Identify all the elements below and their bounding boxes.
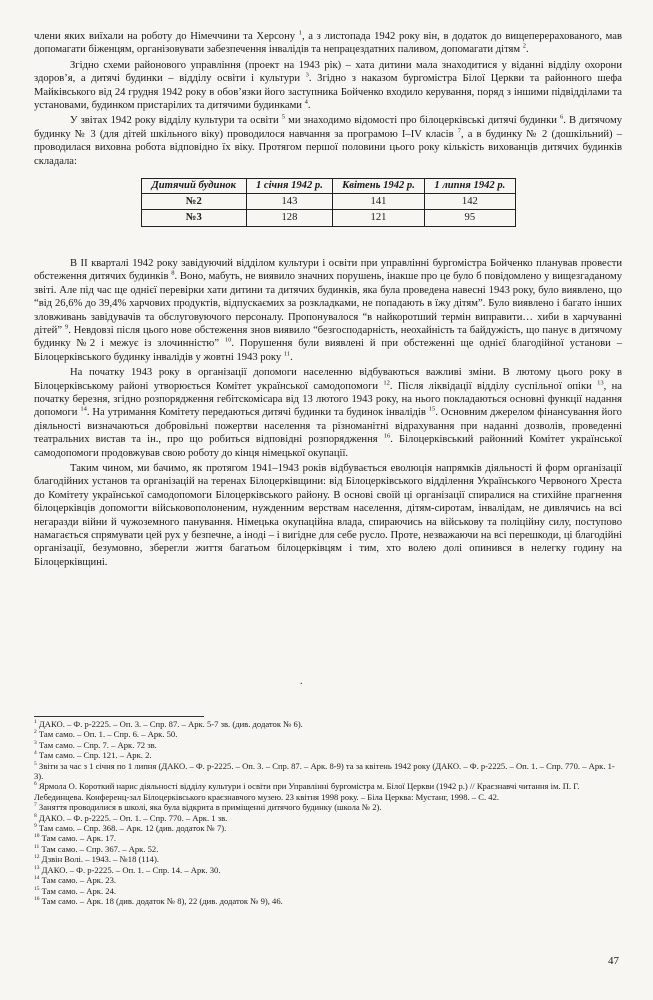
text-run: . Воно, мабуть, не виявило значних порушень, інакше про це було б повідомлено у вищезгаданому звіті. Але під час ще однієї перевірки хати дитини та дитячих будинків, яка була проведена навесні 1943 року, було виявлено, що “від 26,6% до 39,4% харчових продуктів, відпускаємих за розкладками, не попадають в їжу дітям”. Було виявлено і багато інших зловживань завідувачів та обслуговуючого персоналу. Пропонувалося “в найкоротший термін виправити… хиби в харчуванні дітей” [34,271,622,336]
footnote [34,896,624,906]
table-cell: 95 [425,210,515,226]
footnote-number: 15 [34,885,40,892]
footnote-text: Там само. – Арк. 17. [39,833,117,844]
footnote-number: 12 [34,854,40,861]
footnote-number: 4 [34,750,37,757]
text-run: , на початку березня, згідно розпорядження гебітскомісара від 13 лютого 1943 року, на нього покладаються основні функції надання допомоги [34,380,622,419]
footnote [34,875,624,885]
separator-dot: . [300,676,303,687]
footnote-text: ДАКО. – Ф. р-2225. – Оп. 1. – Спр. 770. – Арк. 1 зв. [36,812,228,823]
footnote [34,781,624,802]
footnote-ref: 15 [428,405,436,413]
table-row [141,210,515,226]
paragraph [34,114,622,168]
footnote-ref: 1 [298,29,302,37]
footnote-ref: 12 [383,379,390,386]
table-cell: 141 [332,194,424,210]
text-run: . [526,44,529,56]
table-cell: 142 [425,194,515,210]
text-run: . [290,351,293,363]
footnote-ref: 16 [383,432,391,440]
table-header-cell: 1 січня 1942 р. [247,179,333,194]
footnote-number: 10 [34,833,40,840]
footnote-number: 3 [34,739,37,746]
table-header-row [141,179,515,194]
footnote [34,865,624,875]
footnote [34,719,624,729]
text-run: . Білоцерківський районний Комітет української самодопомоги продовжував свою роботу до кінця німецької окупації. [34,434,623,459]
footnote-number: 1 [34,719,37,726]
paragraph [34,30,622,57]
text-run: , а в будинку № 2 (дошкільний) – проводилася виховна робота відповідно їх віку. Протягом першої половини цього року кількість вихованців дитячих будинків складала: [34,128,622,167]
footnote-number: 14 [34,875,40,882]
footnote-number: 6 [34,781,37,788]
table-row-label: №3 [141,210,247,226]
footnote-ref: 14 [80,405,87,413]
footnote-rule [34,716,204,717]
text-run: . Після ліквідації відділу суспільної опіки [389,380,598,392]
footnote-ref: 4 [304,98,308,106]
text-run: . Невдовзі після цього нове обстеження знов виявило “безгосподарність, неохайність та байдужість, що панує в дитячому будинку №2 і межує із злочинністю” [34,324,622,350]
footnote [34,854,624,864]
footnote [34,740,624,750]
text-run: . Згідно з наказом бургомістра Білої Церкви та районного шефа Майківського від 24 грудня 1942 року в обов’язки його заступника Бойченко входило керування, поряд з іншими підвідділами та установами, будинком пристарілих та дитячими будинками [34,73,622,112]
footnote [34,729,624,739]
footnote-text: Там само. – Арк. 18 (див. додаток № 8), 22 (див. додаток № 9), 46. [39,895,283,906]
footnote-ref: 3 [305,71,309,79]
footnote [34,833,624,843]
paragraph [34,462,622,569]
text-run: ми знаходимо відомості про білоцерківські дитячі будинки [285,115,560,127]
footnote-number: 2 [34,729,37,736]
footnote-number: 5 [34,760,37,767]
orphanage-count-table [141,178,516,227]
table-header-cell: 1 липня 1942 р. [425,179,515,194]
footnote-number: 11 [34,844,40,851]
footnote-text: Звіти за час з 1 січня по 1 липня (ДАКО. – Ф. р-2225. – Оп. 3. – Спр. 87. – Арк. 8-9) та за квітень 1942 року (ДАКО. – Ф. р-2225. – Оп. 1. – Спр. 770. – Арк. 1-3). [34,760,615,782]
footnote [34,813,624,823]
footnote [34,886,624,896]
text-run: . [307,100,311,112]
text-run: . Основним джерелом фінансування його діяльності визначаються добровільні пожертви населення та різноманітні відрахування при наданні дозволів, проведенні театральних вистав та ін., про що робиться відповідні розпорядження [34,407,622,446]
paragraph [34,366,622,460]
footnote [34,844,624,854]
page-number: 47 [608,955,619,967]
text-run: . В дитячому будинку № 3 (для дітей шкільного віку) проводилося навчання за програмою І–IV класів [34,115,623,140]
footnote-text: Ярмола О. Короткий нарис діяльності відділу культури і освіти при Управлінні бургомістра м. Білої Церкви (1942 р.) // Краєзнавчі читання ім. П. Г. Лебединцева. Конференц-зал Білоцерківського краєзнавчого музею. 23 квітня 1998 року. – Біла Церква: Мустанг, 1998. – С. 42. [34,781,580,802]
footnote-ref: 10 [224,336,232,344]
text-run: У звітах 1942 року відділу культури та освіти [70,115,282,127]
text-run: . На утримання Комітету передаються дитячі будинки та будинок інвалідів [86,407,429,419]
table-row-label: №2 [141,194,247,210]
text-run: В ІІ кварталі 1942 року завідуючий відділом культури і освіти при управлінні бургомістра Бойченко планував провести обстеження дитячих будинків [34,257,622,283]
table-cell: 121 [332,210,424,226]
paragraphs-after-table [34,257,622,569]
footnote-ref: 5 [281,113,286,121]
footnote-text: Там само. – Арк. 23. [39,875,117,886]
text-run: Таким чином, ми бачимо, як протягом 1941–1943 років відбувається еволюція напрямків діяльності й форм організації благодійних установ та організацій на теренах Білоцерківщини: від Білоцерківського відділення Українського Червоного Хреста до Комітету української самодопомоги Білоцерківського району. В основі своїй ці організації спиралися на стихійне прагнення білоцерківців допомогти військовополоненим, нужденним верствам населення, дітям-сиротам, інвалідам, не дивлячись на всі негаразди війни й чужоземного панування. Німецька окупаційна влада, спираючись на військову та поліційну силу, поступово намагається спрямувати цей рух у безпечне, а іноді – і вигідне для себе русло. Проте, незважаючи на всі перешкоди, ці благодійні організації, безумовно, зберегли життя багатьом білоцерківцям і тим, хто волею долі опинився в нелегку годину на Білоцерківщині. [34,462,622,568]
footnote [34,750,624,760]
main-text [34,30,622,571]
footnote [34,823,624,833]
footnote-text: Там само. – Спр. 368. – Арк. 12 (див. додаток № 7). [36,823,227,834]
table-header-cell: Дитячий будинок [141,179,247,194]
footnote-text: Там само. – Оп. 1. – Спр. 6. – Арк. 50. [36,729,178,740]
table-cell: 143 [247,194,333,210]
footnote-text: Дзвін Волі. – 1943. – №18 (114). [39,854,159,865]
paragraph [34,59,622,113]
text-run: , а з листопада 1942 року він, в додаток до вищеперерахованого, мав допомагати біженцям, організовувати забезпечення інвалідів та непрацездатних паливом, допомагати дітям [34,31,622,56]
text-run: Згідно схеми районового управління (проект на 1943 рік) – хата дитини мала знаходитися у віданні відділу охорони здоров’я, а дитячі будинки – відділу освіти і культури [34,59,622,85]
footnote-text: Там само. – Спр. 121. – Арк. 2. [36,750,152,761]
footnote-text: ДАКО. – Ф. р-2225. – Оп. 1. – Спр. 14. – Арк. 30. [39,864,221,875]
text-run: члени яких виїхали на роботу до Німеччини та Херсону [34,31,299,42]
footnote-number: 9 [34,823,37,830]
footnote-text: ДАКО. – Ф. р-2225. – Оп. 3. – Спр. 87. – Арк. 5-7 зв. (див. додаток № 6). [36,719,303,729]
footnote-ref: 8 [171,269,175,277]
footnote-ref: 2 [522,42,527,50]
paragraph [34,257,622,364]
footnote-number: 13 [34,864,40,871]
footnote-number: 7 [34,802,37,809]
footnote [34,761,624,782]
text-run: . Порушення були виявлені й при обстеженні ще однієї благодійної установи – Білоцерківського будинку інвалідів у жовтні 1943 року [34,338,622,363]
footnote-text: Там само. – Спр. 367. – Арк. 52. [39,843,159,854]
footnote-number: 16 [34,896,40,903]
footnote-number: 8 [34,812,37,819]
footnote-text: Там само. – Спр. 7. – Арк. 72 зв. [36,739,157,750]
footnote-ref: 6 [560,113,564,121]
footnote [34,802,624,812]
footnote-ref: 9 [64,323,69,331]
footnote-ref: 7 [457,127,461,135]
table-row [141,194,515,210]
footnote-ref: 13 [597,379,604,386]
footnote-text: Заняття проводилися в школі, яка була відкрита в приміщенні дитячого будинку (школа № 2). [36,802,382,813]
paragraphs-before-table [34,30,622,168]
footnotes [34,719,624,906]
text-run: На початку 1943 року в організації допомоги населенню відбуваються важливі зміни. В лютому цього року в Білоцерківському районі утворюється Комітет української самодопомоги [34,367,622,392]
table-cell: 128 [247,210,333,226]
footnote-ref: 11 [283,350,291,358]
table-header-cell: Квітень 1942 р. [332,179,424,194]
footnote-text: Там само. – Арк. 24. [39,885,117,896]
